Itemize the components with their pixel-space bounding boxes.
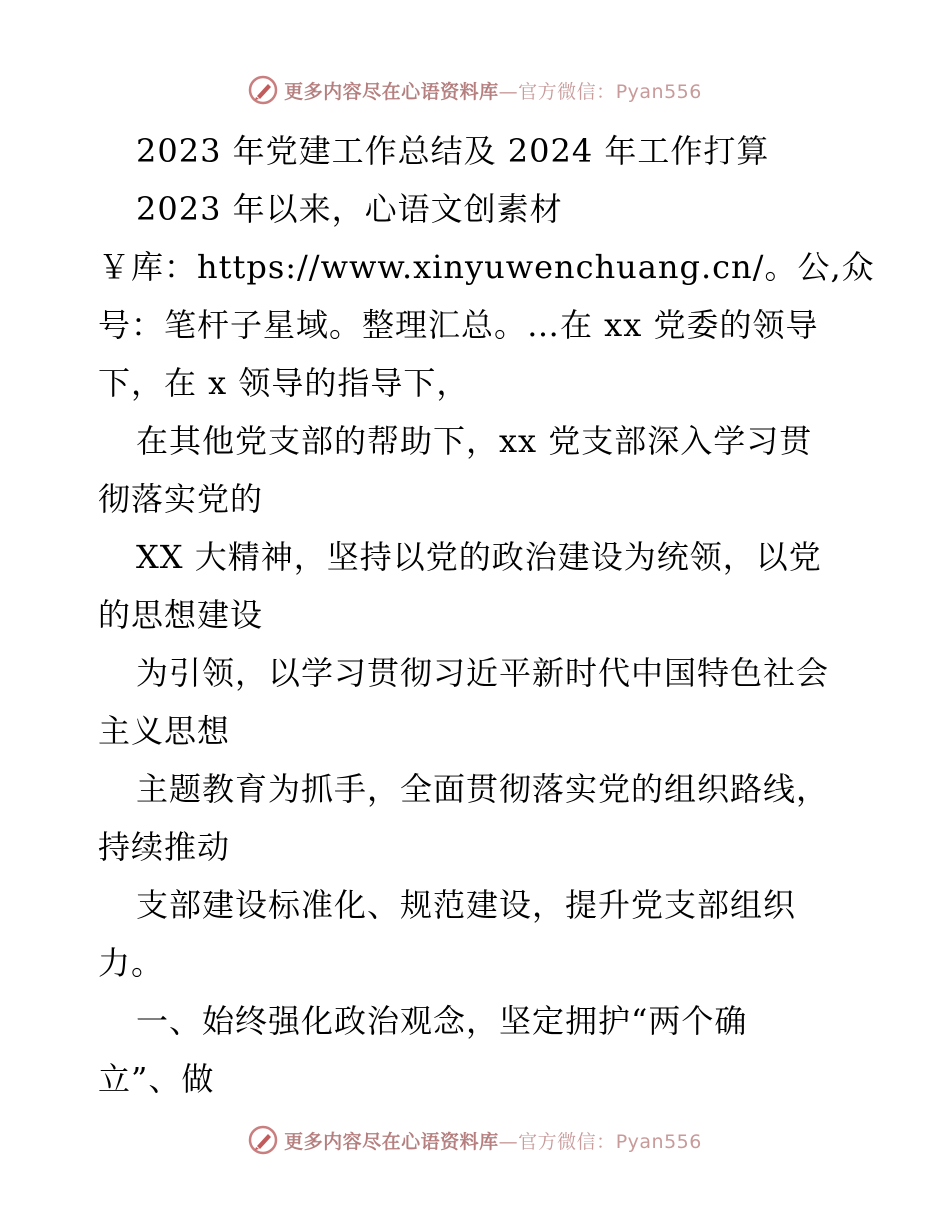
watermark-text	[284, 1127, 702, 1154]
paragraph-line: 2023 年以来，心语文创素材	[136, 190, 563, 228]
document-body	[98, 122, 875, 1108]
watermark-site: 更多内容尽在心语资料库	[284, 1130, 499, 1153]
header-watermark	[0, 70, 950, 110]
watermark-dash: —	[498, 80, 519, 103]
paragraph-line: 彻落实党的	[98, 480, 264, 518]
watermark-text	[284, 77, 702, 104]
pen-logo-icon	[248, 1125, 278, 1155]
paragraph-line: 号：笔杆子星域。整理汇总。…在 xx 党委的领导	[98, 306, 819, 344]
paragraph-line: XX 大精神，坚持以党的政治建设为统领，以党	[136, 538, 822, 576]
paragraph-line: 支部建设标准化、规范建设，提升党支部组织	[136, 886, 797, 924]
paragraph-line: 立”、做	[98, 1060, 215, 1098]
watermark-contact: 官方微信：	[518, 80, 616, 103]
watermark-contact: 官方微信：	[518, 1130, 616, 1153]
watermark-handle: Pyan556	[615, 1130, 702, 1153]
paragraph-line: 主义思想	[98, 712, 231, 750]
document-title: 2023 年党建工作总结及 2024 年工作打算	[136, 132, 770, 170]
paragraph-line: ￥库：https://www.xinyuwenchuang.cn/。公,众	[98, 248, 875, 286]
watermark-handle: Pyan556	[615, 80, 702, 103]
watermark-site: 更多内容尽在心语资料库	[284, 80, 499, 103]
section-heading: 一、始终强化政治观念，坚定拥护“两个确	[136, 1002, 748, 1040]
paragraph-line: 主题教育为抓手，全面贯彻落实党的组织路线，	[136, 770, 830, 808]
pen-logo-icon	[248, 75, 278, 105]
footer-watermark	[0, 1120, 950, 1160]
paragraph-line: 为引领，以学习贯彻习近平新时代中国特色社会	[136, 654, 830, 692]
paragraph-line: 持续推动	[98, 828, 231, 866]
paragraph-line: 在其他党支部的帮助下，xx 党支部深入学习贯	[136, 422, 813, 460]
paragraph-line: 的思想建设	[98, 596, 264, 634]
paragraph-line: 下，在 x 领导的指导下，	[98, 364, 470, 402]
paragraph-line: 力。	[98, 944, 165, 982]
watermark-dash: —	[498, 1130, 519, 1153]
